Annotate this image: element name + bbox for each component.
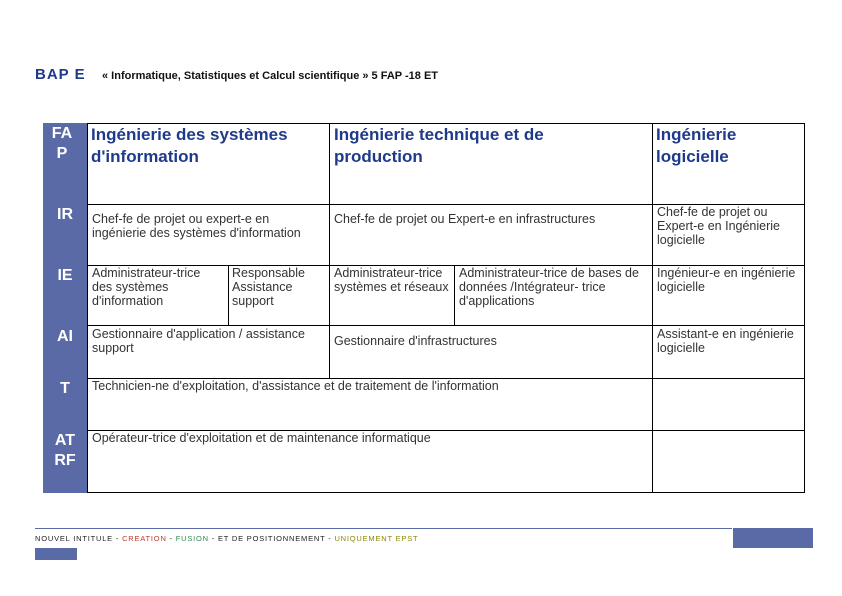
cell-ir-logicielle: Chef-fe de projet ou Expert-e en Ingénierie logicielle <box>657 205 780 247</box>
footer-rule <box>35 528 732 529</box>
grid-line <box>87 123 88 493</box>
bap-subtitle: « Informatique, Statistiques et Calcul scientifique » 5 FAP -18 ET <box>102 70 438 82</box>
cell-ai-si: Gestionnaire d'application / assistance support <box>92 327 305 355</box>
cell-ie-si-2: Responsable Assistance support <box>232 266 305 308</box>
row-code-atrf: AT RF <box>54 432 76 469</box>
grid-line <box>228 265 229 325</box>
column-header-logicielle: Ingénierie logicielle <box>656 125 737 166</box>
row-code-t: T <box>60 380 70 397</box>
grid-line <box>804 123 805 493</box>
grid-line <box>87 325 805 326</box>
row-code-ir: IR <box>57 206 73 223</box>
grid-line <box>454 265 455 325</box>
footer-legend: NOUVEL INTITULE - CREATION - FUSION - ET DE POSITIONNEMENT - UNIQUEMENT EPST <box>35 534 419 543</box>
row-code-ai: AI <box>57 328 73 345</box>
row-code-ie: IE <box>57 267 73 284</box>
cell-t: Technicien-ne d'exploitation, d'assistance et de traitement de l'information <box>92 379 499 393</box>
cell-ie-si-1: Administrateur-trice des systèmes d'information <box>92 266 201 308</box>
cell-ai-logicielle: Assistant-e en ingénierie logicielle <box>657 327 794 355</box>
cell-ie-production-2: Administrateur-trice de bases de données /Intégrateur- trice d'applications <box>459 266 639 308</box>
cell-ir-si: Chef-fe de projet ou expert-e en ingénierie des systèmes d'information <box>92 212 301 240</box>
cell-atrf: Opérateur-trice d'exploitation et de maintenance informatique <box>92 431 431 445</box>
grid-line <box>87 492 805 493</box>
grid-line <box>652 123 653 493</box>
cell-ie-logicielle: Ingénieur-e en ingénierie logicielle <box>657 266 796 294</box>
column-header-si: Ingénierie des systèmes d'information <box>91 125 288 166</box>
cell-ai-production: Gestionnaire d'infrastructures <box>334 334 497 348</box>
fap-header: FA P <box>51 125 73 162</box>
footer-block-left <box>35 548 77 560</box>
bap-title: BAP E <box>35 66 86 83</box>
cell-ir-production: Chef-fe de projet ou Expert-e en infrastructures <box>334 212 596 226</box>
column-header-production: Ingénierie technique et de production <box>334 125 544 166</box>
footer-block <box>733 528 813 548</box>
cell-ie-production-1: Administrateur-trice systèmes et réseaux <box>334 266 449 294</box>
